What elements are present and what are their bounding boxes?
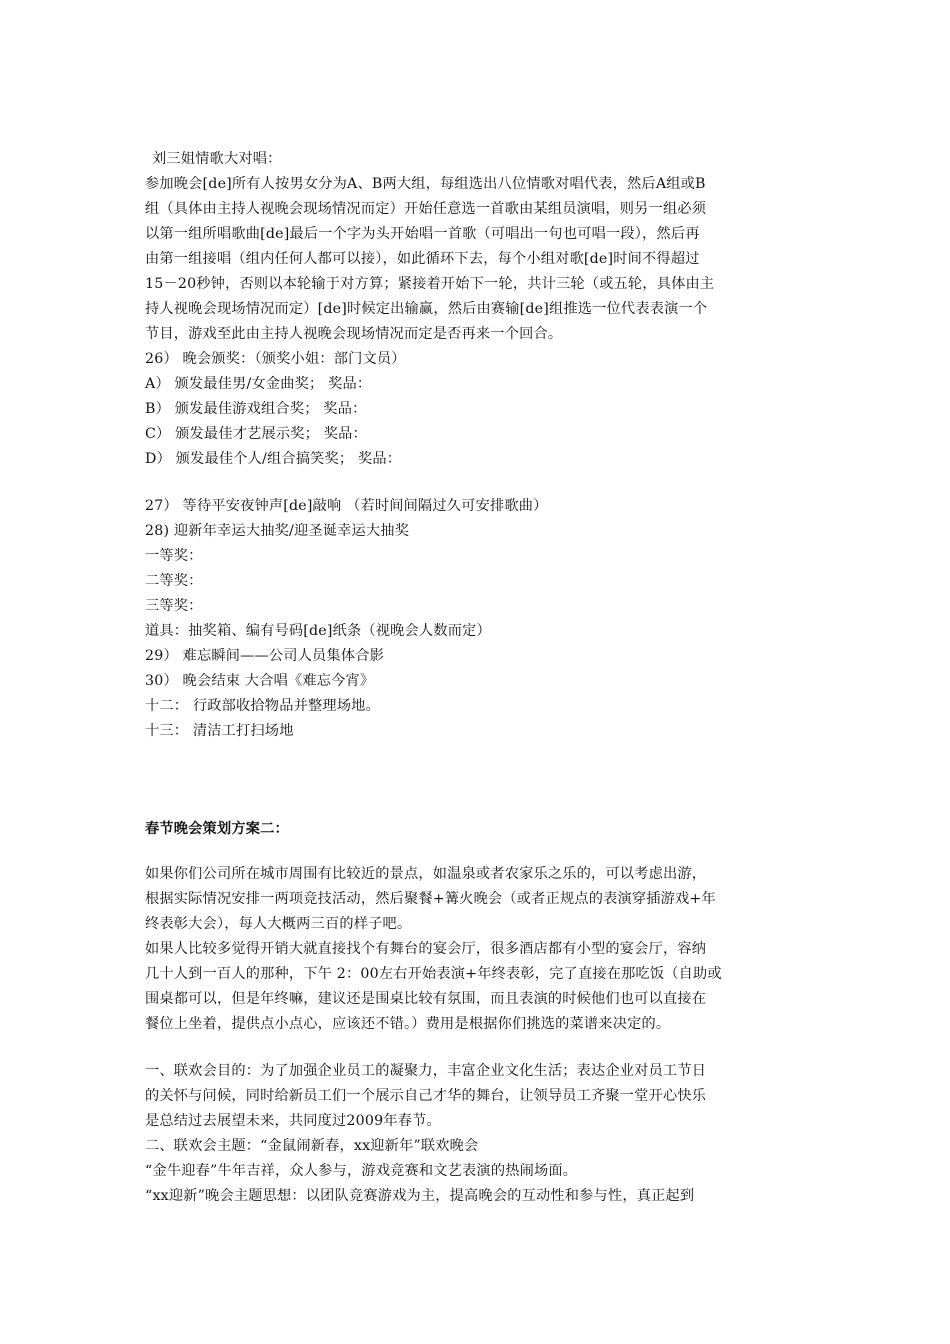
text-line: 以第一组所唱歌曲[de]最后一个字为头开始唱一首歌（可唱出一句也可唱一段），然后再 xyxy=(145,226,700,242)
awards-title: 26） 晚会颁奖：（颁奖小姐：部门文员） xyxy=(145,351,406,367)
text-line: 如果你们公司所在城市周围有比较近的景点，如温泉或者农家乐之乐的，可以考虑出游， xyxy=(145,866,707,882)
award-item: B） 颁发最佳游戏组合奖； 奖品： xyxy=(145,401,367,417)
props-line: 道具：抽奖箱、编有号码[de]纸条（视晚会人数而定） xyxy=(145,623,491,639)
theme-line: 二、联欢会主题：“金鼠闹新春，xx迎新年”联欢晚会 xyxy=(145,1138,479,1154)
list-item: 28) 迎新年幸运大抽奖/迎圣诞幸运大抽奖 xyxy=(145,523,410,539)
text-line: 由第一组接唱（组内任何人都可以接），如此循环下去，每个小组对歌[de]时间不得超过 xyxy=(145,251,700,267)
prize-line: 一等奖： xyxy=(145,548,203,564)
text-line: 围桌都可以，但是年终嘛，建议还是围桌比较有氛围，而且表演的时候他们也可以直接在 xyxy=(145,991,707,1007)
theme-line: “xx迎新”晚会主题思想：以团队竞赛游戏为主，提高晚会的互动性和参与性，真正起到 xyxy=(145,1188,695,1204)
text-line: 节目，游戏至此由主持人视晚会现场情况而定是否再来一个回合。 xyxy=(145,326,563,342)
list-item: 十三： 清洁工打扫场地 xyxy=(145,723,294,739)
text-line: 组（具体由主持人视晚会现场情况而定）开始任意选一首歌由某组员演唱，则另一组必须 xyxy=(145,201,707,217)
list-item: 十二： 行政部收拾物品并整理场地。 xyxy=(145,698,380,714)
text-line: 的关怀与问候，同时给新员工们一个展示自己才华的舞台，让领导员工齐聚一堂开心快乐 xyxy=(145,1088,707,1104)
text-line: 一、联欢会目的：为了加强企业员工的凝聚力，丰富企业文化生活；表达企业对员工节日 xyxy=(145,1063,707,1079)
section-title: 春节晚会策划方案二： xyxy=(145,821,289,837)
text-line: 15－20秒钟，否则以本轮输于对方算；紧接着开始下一轮，共计三轮（或五轮，具体由主 xyxy=(145,276,715,292)
text-line: 是总结过去展望未来，共同度过2009年春节。 xyxy=(145,1113,441,1129)
award-item: D） 颁发最佳个人/组合搞笑奖； 奖品： xyxy=(145,451,402,467)
text-line: 终表彰大会），每人大概两三百的样子吧。 xyxy=(145,916,412,932)
list-item: 29） 难忘瞬间——公司人员集体合影 xyxy=(145,648,384,664)
text-line: 如果人比较多觉得开销大就直接找个有舞台的宴会厅，很多酒店都有小型的宴会厅，容纳 xyxy=(145,941,707,957)
prize-line: 三等奖： xyxy=(145,598,203,614)
list-item: 27） 等待平安夜钟声[de]敲响 （若时间间隔过久可安排歌曲） xyxy=(145,498,548,514)
text-line: 根据实际情况安排一两项竞技活动，然后聚餐+篝火晚会（或者正规点的表演穿插游戏+年 xyxy=(145,891,716,907)
text-line: 持人视晚会现场情况而定）[de]时候定出输赢，然后由赛输[de]组推选一位代表表演一个 xyxy=(145,301,708,317)
text-line: 参加晚会[de]所有人按男女分为A、B两大组，每组选出八位情歌对唱代表，然后A组或B xyxy=(145,176,706,192)
section-heading: 刘三姐情歌大对唱： xyxy=(152,151,282,167)
award-item: A） 颁发最佳男/女金曲奖； 奖品： xyxy=(145,376,372,392)
list-item: 30） 晚会结束 大合唱《难忘今宵》 xyxy=(145,673,375,689)
text-line: 几十人到一百人的那种，下午 2：00左右开始表演+年终表彰，完了直接在那吃饭（自助或 xyxy=(145,966,722,982)
prize-line: 二等奖： xyxy=(145,573,203,589)
text-line: 餐位上坐着，提供点小点心，应该还不错。）费用是根据你们挑选的菜谱来决定的。 xyxy=(145,1016,671,1032)
theme-line: “金牛迎春”牛年吉祥，众人参与，游戏竞赛和文艺表演的热闹场面。 xyxy=(145,1163,578,1179)
award-item: C） 颁发最佳才艺展示奖； 奖品： xyxy=(145,426,367,442)
